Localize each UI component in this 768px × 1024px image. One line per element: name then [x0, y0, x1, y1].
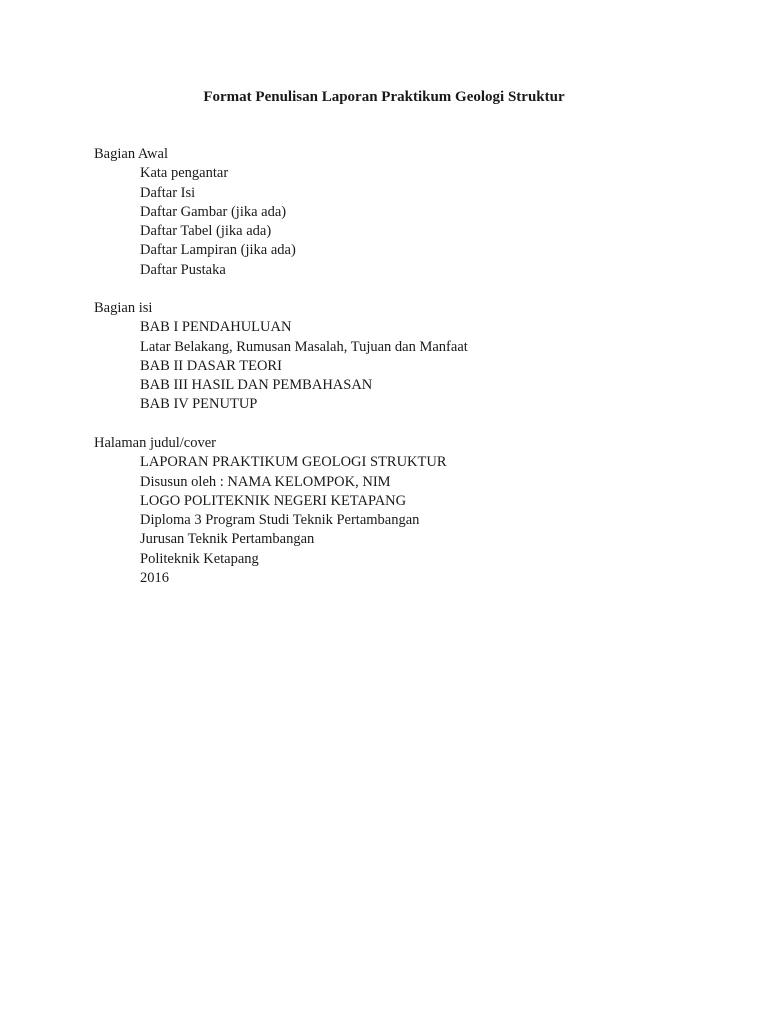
list-item: BAB I PENDAHULUAN [140, 319, 292, 336]
section-bagian-isi [94, 299, 714, 415]
list-item: Jurusan Teknik Pertambangan [140, 531, 315, 548]
list-item: BAB II DASAR TEORI [140, 357, 282, 374]
list-item: Disusun oleh : NAMA KELOMPOK, NIM [140, 473, 391, 490]
list-item: Latar Belakang, Rumusan Masalah, Tujuan dan Manfaat [140, 338, 468, 355]
section-item-list [94, 164, 714, 280]
section-item-list [94, 453, 714, 588]
list-item: Daftar Gambar (jika ada) [140, 203, 287, 220]
list-item: BAB III HASIL DAN PEMBAHASAN [140, 377, 373, 394]
list-item: 2016 [140, 570, 169, 587]
list-item: Daftar Isi [140, 184, 196, 201]
section-bagian-awal [94, 145, 714, 280]
list-item: BAB IV PENUTUP [140, 396, 258, 413]
list-item: Kata pengantar [140, 165, 229, 182]
section-heading: Bagian isi [94, 300, 153, 316]
section-heading: Halaman judul/cover [94, 435, 216, 451]
list-item: Diploma 3 Program Studi Teknik Pertambangan [140, 512, 420, 529]
list-item: Daftar Lampiran (jika ada) [140, 242, 296, 259]
section-heading: Bagian Awal [94, 146, 168, 162]
section-halaman-judul [94, 434, 714, 588]
list-item: LAPORAN PRAKTIKUM GEOLOGI STRUKTUR [140, 454, 447, 471]
section-item-list [94, 318, 714, 414]
list-item: Politeknik Ketapang [140, 550, 259, 567]
document-title: Format Penulisan Laporan Praktikum Geologi Struktur [203, 89, 565, 105]
list-item: Daftar Tabel (jika ada) [140, 223, 272, 240]
list-item: LOGO POLITEKNIK NEGERI KETAPANG [140, 492, 407, 509]
list-item: Daftar Pustaka [140, 261, 226, 278]
